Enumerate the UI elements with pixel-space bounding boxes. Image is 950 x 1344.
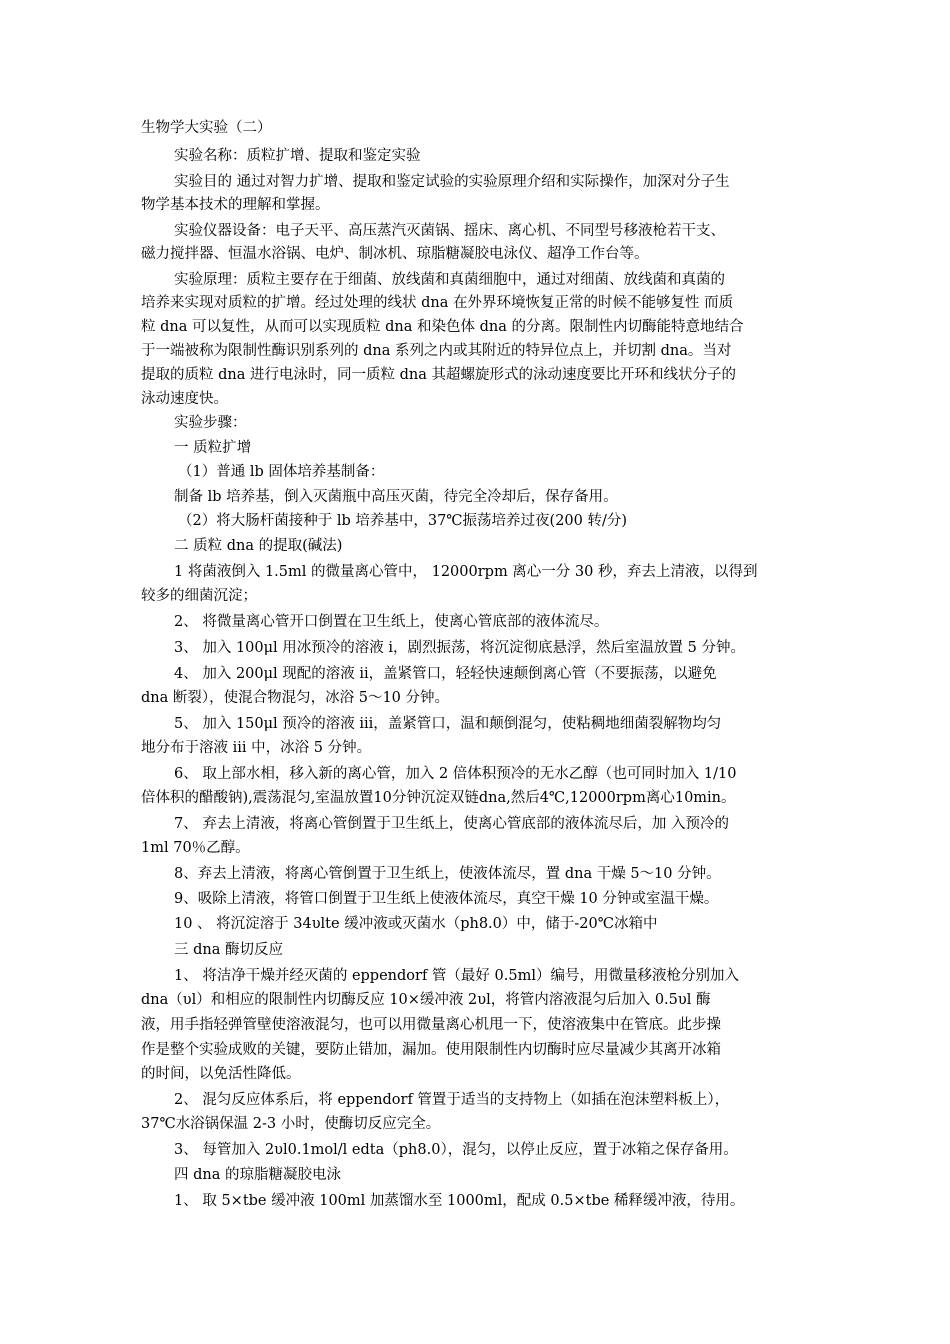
step-line: dna 断裂），使混合物混匀，冰浴 5～10 分钟。 bbox=[141, 690, 450, 706]
step-line: 2、 混匀反应体系后，将 eppendorf 管置于适当的支持物上（如插在泡沫塑料板上）， bbox=[174, 1092, 730, 1108]
paragraph-line: 实验仪器设备：电子天平、高压蒸汽灭菌锅、摇床、离心机、不同型号移液枪若干支、 bbox=[174, 223, 725, 239]
step-line: 8、弃去上清液，将离心管倒置于卫生纸上，使液体流尽，置 dna 干燥 5～10 分钟。 bbox=[174, 866, 721, 882]
paragraph-line: 于一端被称为限制性酶识别系列的 dna 系列之内或其附近的特异位点上，并切割 dna。当对 bbox=[141, 343, 732, 359]
section-heading: 二 质粒 dna 的提取(碱法) bbox=[174, 538, 343, 554]
step-line: 37℃水浴锅保温 2-3 小时，使酶切反应完全。 bbox=[141, 1116, 441, 1132]
paragraph-line: （1）普通 lb 固体培养基制备： bbox=[178, 464, 385, 480]
paragraph-line: （2）将大肠杆菌接种于 lb 培养基中，37℃振荡培养过夜(200 转/分) bbox=[178, 513, 628, 529]
paragraph-line: 粒 dna 可以复性，从而可以实现质粒 dna 和染色体 dna 的分离。限制性内切酶能特意地结合 bbox=[141, 319, 744, 335]
step-line: 倍体积的醋酸钠),震荡混匀,室温放置10分钟沉淀双链dna,然后4℃,12000rpm离心10min。 bbox=[141, 790, 736, 806]
section-heading: 实验步骤： bbox=[174, 415, 247, 431]
step-line: 3、 加入 100μl 用冰预冷的溶液 i，剧烈振荡，将沉淀彻底悬浮，然后室温放置 5 分钟。 bbox=[174, 640, 745, 656]
step-line: 3、 每管加入 2υl0.1mol/l edta（ph8.0），混匀，以停止反应，置于冰箱之保存备用。 bbox=[174, 1142, 738, 1158]
step-line: 2、 将微量离心管开口倒置在卫生纸上，使离心管底部的液体流尽。 bbox=[174, 614, 609, 630]
step-line: 液，用手指轻弹管壁使溶液混匀，也可以用微量离心机甩一下，使溶液集中在管底。此步操 bbox=[141, 1017, 721, 1033]
document-title: 生物学大实验（二） bbox=[141, 120, 272, 136]
step-line: 1、 将洁净干燥并经灭菌的 eppendorf 管（最好 0.5ml）编号，用微量移液枪分别加入 bbox=[174, 968, 739, 984]
step-line: 作是整个实验成败的关键，要防止错加，漏加。使用限制性内切酶时应尽量减少其离开冰箱 bbox=[141, 1042, 721, 1058]
step-line: dna（υl）和相应的限制性内切酶反应 10×缓冲液 2υl，将管内溶液混匀后加入 0.5υl 酶 bbox=[141, 992, 711, 1008]
paragraph-line: 磁力搅拌器、恒温水浴锅、电炉、制冰机、琼脂糖凝胶电泳仪、超净工作台等。 bbox=[141, 246, 649, 262]
step-line: 5、 加入 150μl 预冷的溶液 iii，盖紧管口，温和颠倒混匀，使粘稠地细菌裂解物均匀 bbox=[174, 716, 722, 732]
paragraph-line: 实验原理：质粒主要存在于细菌、放线菌和真菌细胞中，通过对细菌、放线菌和真菌的 bbox=[174, 272, 725, 288]
step-line: 6、 取上部水相，移入新的离心管，加入 2 倍体积预冷的无水乙醇（也可同时加入 1/10 bbox=[174, 766, 737, 782]
step-line: 的时间，以免活性降低。 bbox=[141, 1066, 301, 1082]
step-line: 1ml 70％乙醇。 bbox=[141, 840, 250, 856]
experiment-name: 实验名称：质粒扩增、提取和鉴定实验 bbox=[174, 148, 421, 164]
paragraph-line: 提取的质粒 dna 进行电泳时，同一质粒 dna 其超螺旋形式的泳动速度要比开环和线状分子的 bbox=[141, 367, 736, 383]
paragraph-line: 泳动速度快。 bbox=[141, 391, 228, 407]
section-heading: 四 dna 的琼脂糖凝胶电泳 bbox=[174, 1167, 341, 1183]
step-line: 10 、 将沉淀溶于 34υlte 缓冲液或灭菌水（ph8.0）中，储于-20℃冰箱中 bbox=[174, 916, 658, 932]
step-line: 9、吸除上清液，将管口倒置于卫生纸上使液体流尽，真空干燥 10 分钟或室温干燥。 bbox=[174, 891, 719, 907]
section-heading: 三 dna 酶切反应 bbox=[174, 942, 283, 958]
step-line: 地分布于溶液 iii 中，冰浴 5 分钟。 bbox=[141, 740, 372, 756]
paragraph-line: 较多的细菌沉淀； bbox=[141, 588, 257, 604]
step-line: 1、 取 5×tbe 缓冲液 100ml 加蒸馏水至 1000ml，配成 0.5×tbe 稀释缓冲液，待用。 bbox=[174, 1193, 745, 1209]
paragraph-line: 物学基本技术的理解和掌握。 bbox=[141, 197, 330, 213]
paragraph-line: 制备 lb 培养基，倒入灭菌瓶中高压灭菌，待完全冷却后，保存备用。 bbox=[174, 489, 618, 505]
paragraph-line: 实验目的 通过对智力扩增、提取和鉴定试验的实验原理介绍和实际操作，加深对分子生 bbox=[174, 174, 730, 190]
step-line: 4、 加入 200μl 现配的溶液 ii，盖紧管口，轻轻快速颠倒离心管（不要振荡，以避免 bbox=[174, 666, 717, 682]
paragraph-line: 培养来实现对质粒的扩增。经过处理的线状 dna 在外界环境恢复正常的时候不能够复性 而质 bbox=[141, 295, 734, 311]
section-heading: 一 质粒扩增 bbox=[174, 440, 252, 456]
paragraph-line: 1 将菌液倒入 1.5ml 的微量离心管中， 12000rpm 离心一分 30 秒，弃去上清液，以得到 bbox=[174, 564, 758, 580]
step-line: 7、 弃去上清液，将离心管倒置于卫生纸上，使离心管底部的液体流尽后，加 入预冷的 bbox=[174, 816, 729, 832]
